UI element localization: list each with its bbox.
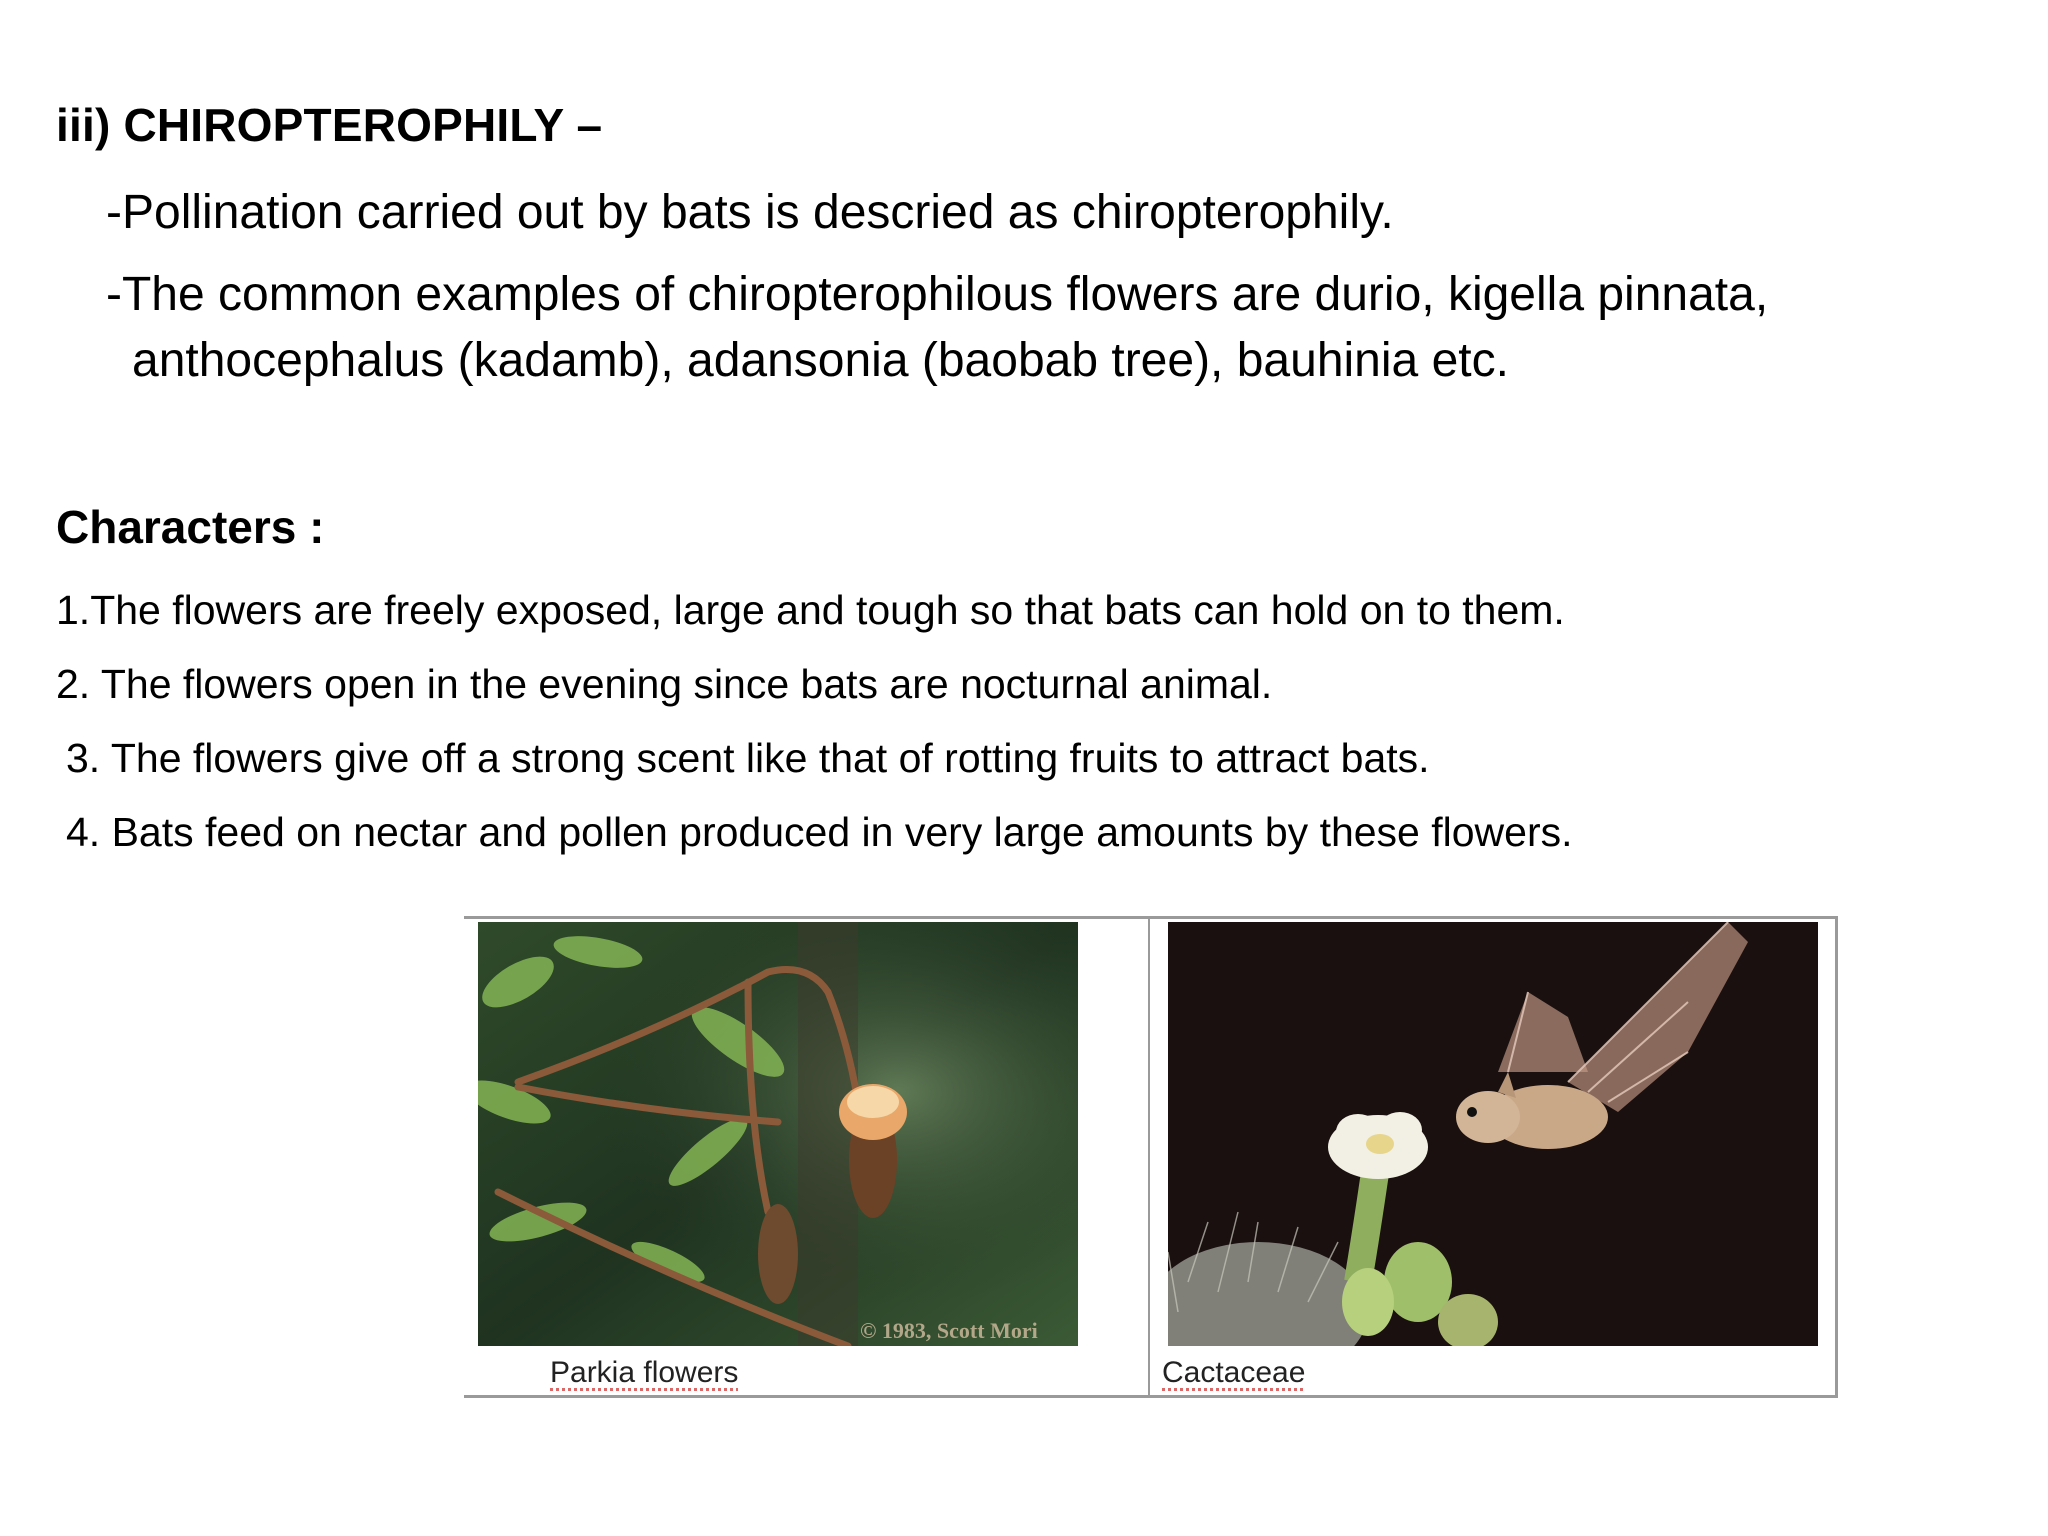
character-item-1: 1.The flowers are freely exposed, large and tough so that bats can hold on to them.	[56, 587, 1565, 633]
bullet-examples-line2: anthocephalus (kadamb), adansonia (baobab tree), bauhinia etc.	[132, 334, 1509, 387]
cactaceae-caption: Cactaceae	[1162, 1356, 1306, 1389]
character-item-2: 2. The flowers open in the evening since bats are nocturnal animal.	[56, 661, 1273, 707]
bullet-examples-line1: -The common examples of chiropterophilous flowers are durio, kigella pinnata,	[106, 268, 1769, 321]
bullet-definition: -Pollination carried out by bats is descried as chiropterophily.	[106, 186, 1394, 239]
character-item-3: 3. The flowers give off a strong scent like that of rotting fruits to attract bats.	[66, 735, 1430, 781]
character-item-4: 4. Bats feed on nectar and pollen produced in very large amounts by these flowers.	[66, 809, 1573, 855]
parkia-flowers-photo	[478, 922, 1078, 1346]
parkia-caption: Parkia flowers	[550, 1356, 739, 1389]
bullet-examples	[106, 262, 2006, 394]
photo-copyright: © 1983, Scott Mori	[860, 1318, 1038, 1343]
characters-heading: Characters :	[56, 501, 325, 553]
slide-heading: iii) CHIROPTEROPHILY –	[56, 99, 603, 151]
cactaceae-bat-photo	[1168, 922, 1818, 1346]
figure-divider	[1148, 916, 1150, 1398]
